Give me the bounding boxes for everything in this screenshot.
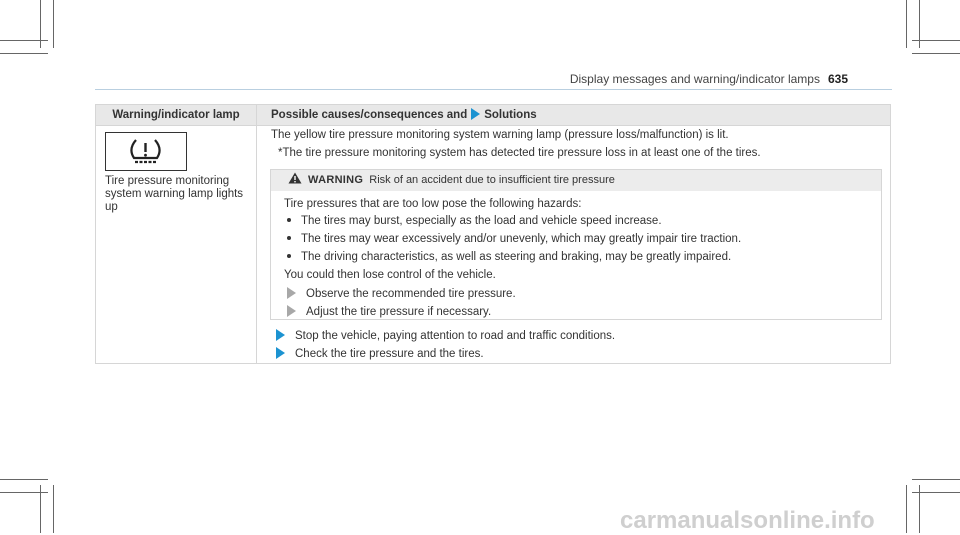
step-arrow-icon xyxy=(287,287,296,299)
warning-header xyxy=(271,170,881,191)
solution-arrow-icon xyxy=(276,347,285,359)
warning-step xyxy=(287,287,516,300)
step-text: Adjust the tire pressure if necessary. xyxy=(306,306,492,318)
lamp-table xyxy=(95,104,891,364)
crop-mark xyxy=(53,485,54,533)
solution-arrow-icon xyxy=(276,329,285,341)
crop-mark xyxy=(0,479,48,480)
header-rule xyxy=(95,89,892,90)
crop-mark xyxy=(53,0,54,48)
step-text: Observe the recommended tire pressure. xyxy=(306,288,516,300)
page-header xyxy=(570,72,848,86)
step-arrow-icon xyxy=(287,305,296,317)
warning-title: Risk of an accident due to insufficient tire pressure xyxy=(369,174,615,186)
page-header-title: Display messages and warning/indicator lamps xyxy=(569,72,820,86)
warning-label: WARNING xyxy=(308,174,364,186)
list-item: The tires may wear excessively and/or unevenly, which may greatly impair tire traction. xyxy=(284,233,741,245)
crop-mark xyxy=(912,479,960,480)
warning-box xyxy=(270,169,882,320)
solution-step xyxy=(276,347,484,360)
list-item: The driving characteristics, as well as steering and braking, may be greatly impaired. xyxy=(284,251,731,263)
solution-step xyxy=(276,329,615,342)
warning-consequence: You could then lose control of the vehicle. xyxy=(284,269,496,281)
list-item: The tires may burst, especially as the load and vehicle speed increase. xyxy=(284,215,662,227)
watermark: carmanualsonline.info xyxy=(620,507,875,534)
col-header-causes-text: Possible causes/consequences and xyxy=(271,109,468,121)
arrow-right-icon xyxy=(471,108,480,120)
col-header-causes xyxy=(257,105,890,125)
crop-mark xyxy=(0,492,48,493)
col-header-lamp: Warning/indicator lamp xyxy=(96,105,256,125)
col-header-solutions: Solutions xyxy=(484,109,537,121)
crop-mark xyxy=(912,40,960,41)
column-divider xyxy=(256,105,257,363)
tire-pressure-warning-icon xyxy=(105,132,187,171)
cause-line: The yellow tire pressure monitoring system warning lamp (pressure loss/malfunction) is lit. xyxy=(271,129,729,141)
page-number: 635 xyxy=(827,72,848,86)
crop-mark xyxy=(912,492,960,493)
header-divider xyxy=(96,125,890,126)
warning-triangle-icon xyxy=(288,172,302,184)
crop-mark xyxy=(906,485,907,533)
crop-mark xyxy=(0,53,48,54)
crop-mark xyxy=(912,53,960,54)
warning-step xyxy=(287,305,491,318)
warning-intro: Tire pressures that are too low pose the following hazards: xyxy=(284,198,582,210)
crop-mark xyxy=(0,40,48,41)
solution-text: Stop the vehicle, paying attention to road and traffic conditions. xyxy=(295,330,616,342)
crop-mark xyxy=(906,0,907,48)
lamp-caption: Tire pressure monitoring system warning lamp lights up xyxy=(105,175,244,213)
cause-detail: *The tire pressure monitoring system has detected tire pressure loss in at least one of the tires. xyxy=(278,147,761,159)
solution-text: Check the tire pressure and the tires. xyxy=(295,348,484,360)
